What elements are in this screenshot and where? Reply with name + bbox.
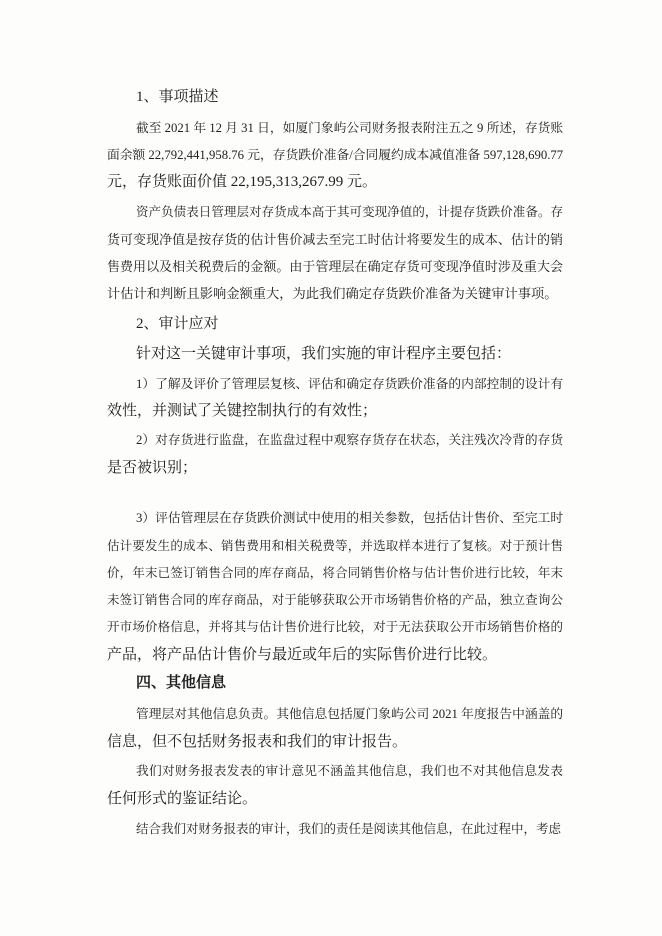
text-line: 开市场价格信息，并将其与估计售价进行比较，对于无法获取公开市场销售价格的 [107, 620, 563, 634]
text-line: 资产负债表日管理层对存货成本高于其可变现净值的，计提存货跌价准备。存 [136, 205, 563, 219]
text-line: 货可变现净值是按存货的估计售价减去至完工时估计将要发生的成本、估计的销 [107, 232, 563, 247]
text-line: 1、事项描述 [136, 89, 219, 105]
text-line: 售费用以及相关税费后的金额。由于管理层在确定存货可变现净值时涉及重大会 [107, 259, 563, 274]
text-line: 元，存货账面价值 22,195,313,267.99 元。 [107, 174, 378, 190]
text-line: 价，年末已签订销售合同的库存商品，将合同销售价格与估计售价进行比较，年末 [107, 566, 563, 580]
text-line: 计估计和判断且影响金额重大，为此我们确定存货跌价准备为关键审计事项。 [107, 286, 558, 301]
text-line: 未签订销售合同的库存商品，对于能够获取公开市场销售价格的产品，独立查询公 [107, 593, 563, 607]
text-line: 针对这一关键审计事项，我们实施的审计程序主要包括： [136, 346, 512, 362]
text-line: 估计要发生的成本、销售费用和相关税费等，并选取样本进行了复核。对于预计售 [107, 539, 563, 553]
text-line: 信息，但不包括财务报表和我们的审计报告。 [107, 734, 408, 750]
text-line: 任何形式的鉴证结论。 [107, 791, 258, 807]
text-line: 我们对财务报表发表的审计意见不涵盖其他信息，我们也不对其他信息发表 [136, 764, 563, 778]
text-line: 2）对存货进行监盘，在监盘过程中观察存货存在状态，关注残次冷背的存货 [136, 433, 564, 447]
text-line: 产品，将产品估计售价与最近或年后的实际售价进行比较。 [107, 647, 498, 663]
text-line: 1）了解及评价了管理层复核、评估和确定存货跌价准备的内部控制的设计有 [136, 377, 564, 391]
text-line: 效性，并测试了关键控制执行的有效性； [107, 403, 378, 419]
text-line: 管理层对其他信息负责。其他信息包括厦门象屿公司 2021 年度报告中涵盖的 [136, 707, 564, 721]
text-line: 是否被识别； [107, 460, 198, 476]
text-line: 四、其他信息 [136, 675, 227, 691]
text-line: 3）评估管理层在存货跌价测试中使用的相关参数，包括估计售价、至完工时 [136, 511, 564, 525]
text-line: 截至 2021 年 12 月 31 日，如厦门象屿公司财务报表附注五之 9 所述，存货账 [136, 121, 564, 135]
text-line: 结合我们对财务报表的审计，我们的责任是阅读其他信息，在此过程中，考虑 [136, 822, 562, 836]
text-line: 面余额 22,792,441,958.76 元，存货跌价准备/合同履约成本减值准备 597,128,690.77 [107, 148, 564, 162]
text-line: 2、审计应对 [136, 316, 219, 332]
